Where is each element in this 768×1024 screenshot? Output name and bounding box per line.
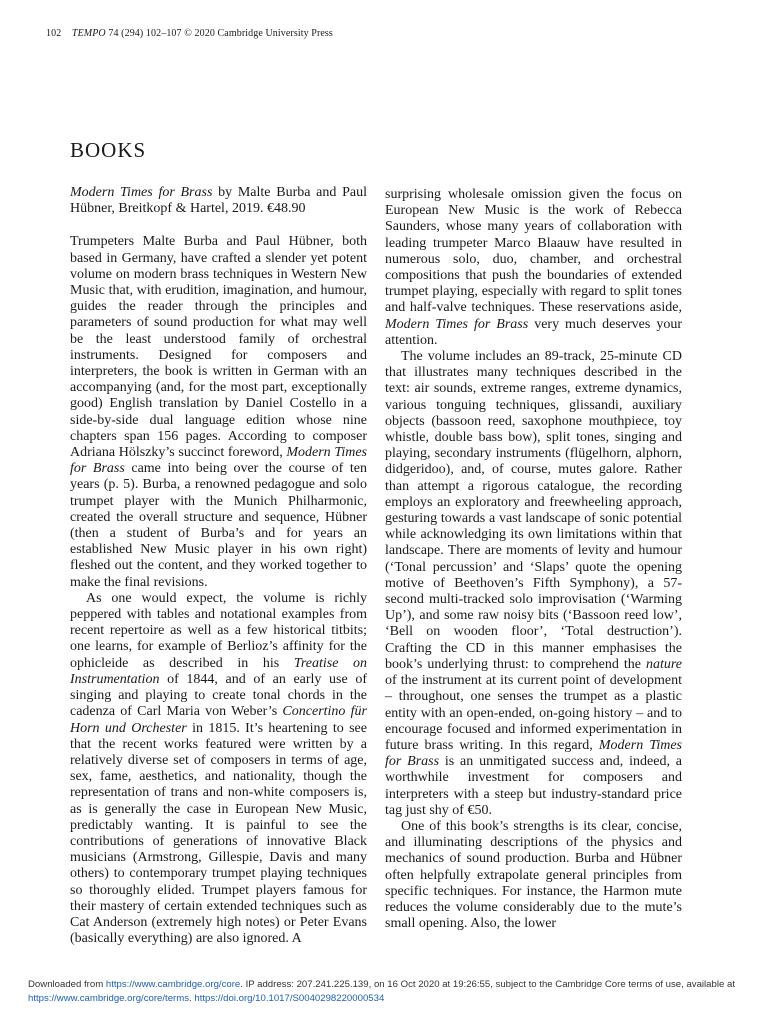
- page-number: 102: [46, 28, 62, 39]
- paragraph: surprising wholesale omission given the focus on European New Music is the work of Rebecca Saunders, whose many years of collaboration with leading trumpeter Marco Blaauw have resulted in numerous solo, duo, chamber, and orchestral compositions that push the boundaries of extended trumpet playing, especially with regard to split tones and half-valve techniques. These reservations aside, Modern Times for Brass very much deserves your attention.: [385, 187, 683, 348]
- journal-citation: 74 (294) 102–107 © 2020 Cambridge University Press: [108, 28, 333, 39]
- download-footer: Downloaded from https://www.cambridge.org/core. IP address: 207.241.225.139, on 16 Oct 2020 at 19:26:55, subject to the Cambridge Core terms of use, available at https://www.cambridge.org/core/terms. https://doi.org/10.1017/S0040298220000534: [28, 979, 735, 1004]
- review-heading: [70, 185, 367, 217]
- paragraph: Trumpeters Malte Burba and Paul Hübner, both based in Germany, have crafted a slender yet potent volume on modern brass techniques in Western New Music that, with erudition, imagination, and humour, guides the reader through the principles and parameters of sound production for what may well be the least understood family of orchestral instruments. Designed for composers and interpreters, the book is written in German with an accompanying (and, for the most part, exceptionally good) English translation by Daniel Costello in a side-by-side dual language edition whose nine chapters span 156 pages. According to composer Adriana Hölszky’s succinct foreword, Modern Times for Brass came into being over the course of ten years (p. 5). Burba, a renowned pedagogue and solo trumpet player with the Munich Philharmonic, created the overall structure and sequence, Hübner (then a student of Burba’s and for years an established New Music player in his own right) fleshed out the content, and they worked together to make the final revisions.: [70, 234, 368, 590]
- running-head: [46, 28, 333, 39]
- paragraph: As one would expect, the volume is richly peppered with tables and notational examples from recent repertoire as well as a few historical titbits; one learns, for example of Berlioz’s affinity for the ophicleide as described in his Treatise on Instrumentation of 1844, and of an early use of singing and playing to create tonal chords in the cadenza of Carl Maria von Weber’s Concertino für Horn und Orchester in 1815. It’s heartening to see that the recent works featured were written by a relatively diverse set of composers in terms of age, sex, fame, aesthetics, and nationality, though the representation of trans and non-white composers is, as is generally the case in European New Music, predictably wanting. It is painful to see the contributions of generations of innovative Black musicians (Armstrong, Gillespie, Davis and many others) to contemporary trumpet playing techniques so thoroughly elided. Trumpet players famous for their mastery of certain extended techniques such as Cat Anderson (extremely high notes) or Peter Evans (basically everything) are also ignored. A: [70, 590, 368, 947]
- journal-name: TEMPO: [71, 28, 106, 39]
- review-book-title: Modern Times for Brass: [70, 185, 213, 200]
- review-book-details: by Malte Burba and Paul Hübner, Breitkopf & Hartel, 2019. €48.90: [70, 185, 367, 217]
- core-link[interactable]: https://www.cambridge.org/core: [105, 979, 241, 990]
- right-column: [385, 187, 682, 932]
- doi-link[interactable]: https://doi.org/10.1017/S0040298220000534: [194, 993, 385, 1004]
- left-column: [70, 185, 367, 947]
- terms-link[interactable]: https://www.cambridge.org/core/terms: [28, 993, 190, 1004]
- section-title: BOOKS: [70, 138, 147, 162]
- paragraph: The volume includes an 89-track, 25-minute CD that illustrates many techniques described in the text: air sounds, extreme ranges, extreme dynamics, various tonguing techniques, glissandi, auxiliary objects (bassoon reed, saxophone mouthpiece, toy whistle, double bass bow), split tones, singing and playing, secondary instruments (flügelhorn, alphorn, didgeridoo), and, of course, mutes galore. Rather than attempt a rigorous catalogue, the recording employs an exploratory and freewheeling approach, gesturing towards a vast landscape of sonic potential while acknowledging its own limitations within that landscape. There are moments of levity and humour (‘Tonal percussion’ and ‘Slaps’ quote the opening motive of Beethoven’s Fifth Symphony), a 57-second multi-tracked solo improvisation (‘Warming Up’), and some raw noisy bits (‘Bassoon reed low’, ‘Bell on wooden floor’, ‘Total destruction’). Crafting the CD in this manner emphasises the book’s underlying thrust: to comprehend the nature of the instrument at its current point of development – throughout, one senses the trumpet as a plastic entity with an open-ended, on-going history – and to encourage focused and informed experimentation in future brass writing. In this regard, Modern Times for Brass is an unmitigated success and, indeed, a worthwhile investment for composers and interpreters with a steep but industry-standard price tag just shy of €50.: [385, 349, 682, 818]
- paragraph: One of this book’s strengths is its clear, concise, and illuminating descriptions of the physics and mechanics of sound production. Burba and Hübner often helpfully extrapolate general principles from specific techniques. For instance, the Harmon mute reduces the volume considerably due to the mute’s small opening. Also, the lower: [385, 818, 682, 932]
